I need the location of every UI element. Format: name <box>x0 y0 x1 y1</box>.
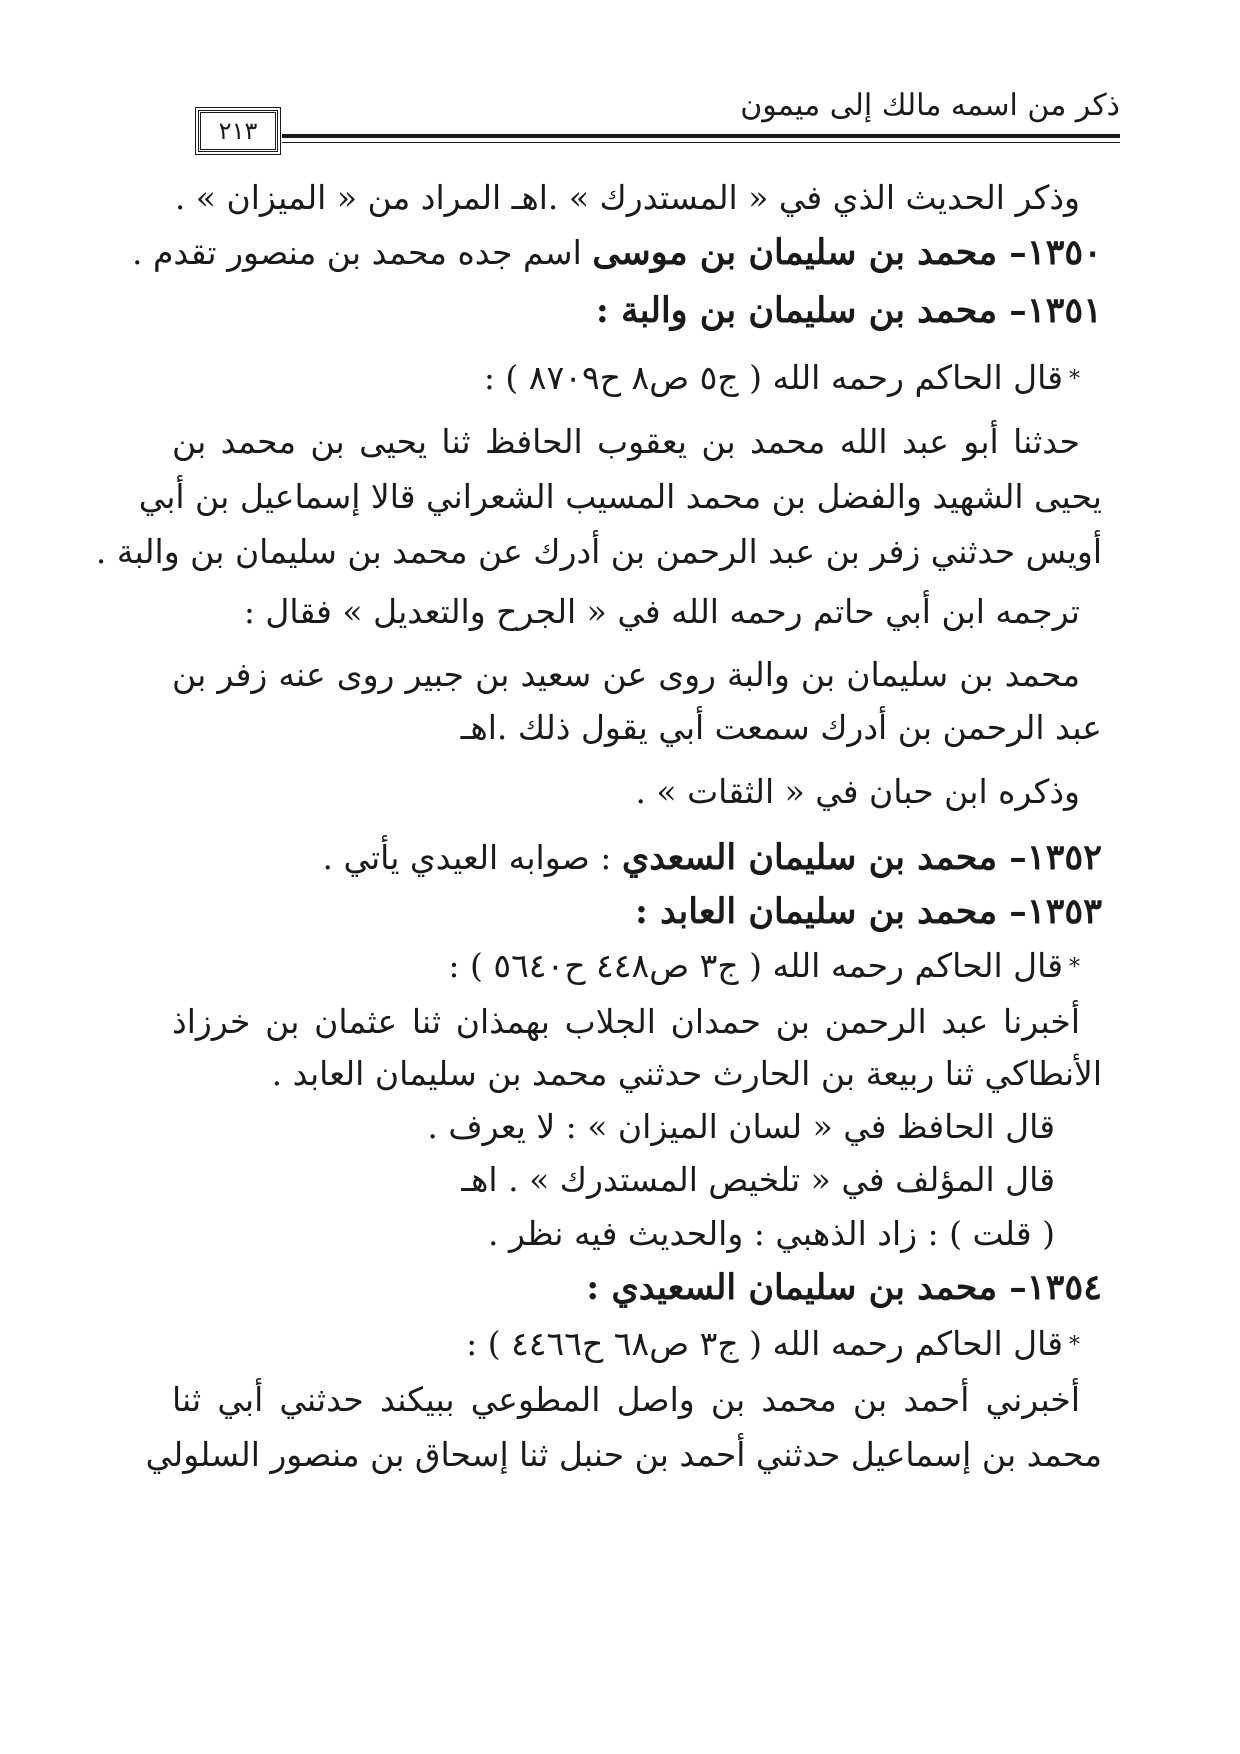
text-line: يحيى الشهيد والفضل بن محمد المسيب الشعراني قالا إسماعيل بن أبي <box>138 477 1102 516</box>
text-line: وذكره ابن حبان في « الثقات » . <box>635 772 1080 811</box>
entry-line <box>596 289 1102 333</box>
entry-heading: ١٣٥٠– محمد بن سليمان بن موسى <box>592 232 1102 273</box>
text-line: ترجمه ابن أبي حاتم رحمه الله في « الجرح والتعديل » فقال : <box>243 592 1080 631</box>
text-line: حدثنا أبو عبد الله محمد بن يعقوب الحافظ ثنا يحيى بن محمد بن <box>172 422 1080 461</box>
text-line: محمد بن سليمان بن والبة روى عن سعيد بن جبير روى عنه زفر بن <box>172 655 1080 694</box>
entry-line: ١٣٥٠– محمد بن سليمان بن موسى اسم جده محمد بن منصور تقدم . <box>131 232 1102 273</box>
citation-line: *قال الحاكم رحمه الله ( ج٥ ص٨ ح٨٧٠٩ ) : <box>483 358 1080 397</box>
text-line: محمد بن إسماعيل حدثني أحمد بن حنبل ثنا إسحاق بن منصور السلولي <box>145 1435 1102 1474</box>
text-line: أويس حدثني زفر بن عبد الرحمن بن أدرك عن محمد بن سليمان بن والبة . <box>95 532 1102 571</box>
asterisk-icon: * <box>1069 955 1080 980</box>
running-header <box>190 82 1120 152</box>
text-line: وذكر الحديث الذي في « المستدرك » .اهـ المراد من « الميزان » . <box>174 178 1080 217</box>
asterisk-icon: * <box>1069 1333 1080 1358</box>
entry-line <box>635 890 1102 934</box>
asterisk-icon: * <box>1069 367 1080 392</box>
text-line: ( قلت ) : زاد الذهبي : والحديث فيه نظر . <box>488 1214 1055 1253</box>
text-line: أخبرنا عبد الرحمن بن حمدان الجلاب بهمذان ثنا عثمان بن خرزاذ <box>172 1002 1080 1041</box>
entry-heading: ١٣٥١– محمد بن سليمان بن والبة : <box>595 290 1102 331</box>
entry-heading: ١٣٥٢– محمد بن سليمان السعدي <box>621 837 1102 878</box>
text-line: أخبرني أحمد بن محمد بن واصل المطوعي ببيكند حدثني أبي ثنا <box>172 1380 1080 1419</box>
text-line: الأنطاكي ثنا ربيعة بن الحارث حدثني محمد بن سليمان العابد . <box>271 1054 1102 1093</box>
citation-line: *قال الحاكم رحمه الله ( ج٣ ص٤٤٨ ح٥٦٤٠ ) : <box>448 946 1080 985</box>
page-number: ٢١٣ <box>198 110 278 152</box>
header-rule-thin <box>282 142 1120 143</box>
header-rule-thick <box>282 134 1120 138</box>
citation-line: *قال الحاكم رحمه الله ( ج٣ ص٦٨ ح٤٤٦٦ ) : <box>466 1324 1080 1363</box>
entry-line: ١٣٥٢– محمد بن سليمان السعدي : صوابه العيدي يأتي . <box>322 837 1102 878</box>
running-title: ذكر من اسمه مالك إلى ميمون <box>740 88 1120 123</box>
text-line: قال الحافظ في « لسان الميزان » : لا يعرف . <box>427 1107 1055 1146</box>
text-line: قال المؤلف في « تلخيص المستدرك » . اهـ <box>461 1160 1055 1199</box>
entry-heading: ١٣٥٣– محمد بن سليمان العابد : <box>634 891 1102 932</box>
text-line: عبد الرحمن بن أدرك سمعت أبي يقول ذلك .اهـ <box>460 708 1102 747</box>
entry-line <box>586 1266 1102 1310</box>
entry-heading: ١٣٥٤– محمد بن سليمان السعيدي : <box>586 1267 1102 1308</box>
